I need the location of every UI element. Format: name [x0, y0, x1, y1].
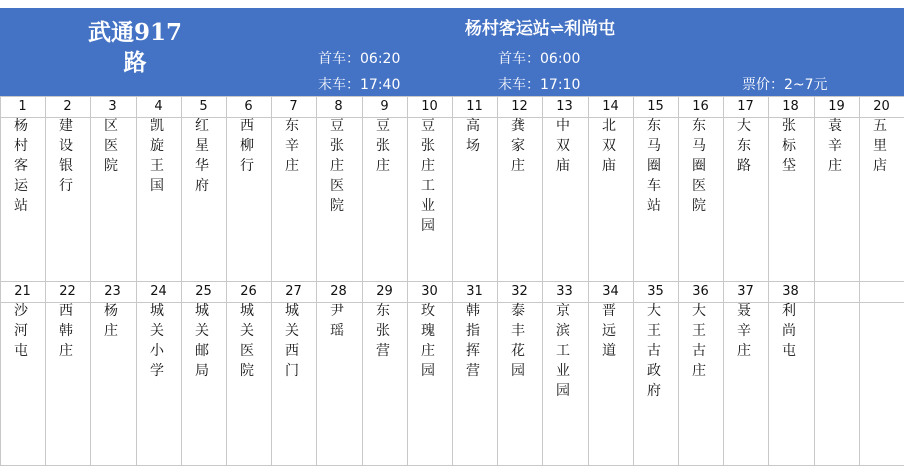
stop-cell [362, 98, 407, 176]
stop-number: 4 [154, 99, 163, 114]
stop-name: 龚家庄 [511, 118, 525, 174]
stop-name: 东马圈车站 [647, 118, 661, 214]
stop-name: 晋远道 [602, 303, 616, 359]
stop-name: 豆张庄工业园 [421, 118, 435, 234]
stop-name: 城关小学 [150, 303, 164, 379]
stop-name: 大王古政府 [647, 303, 661, 399]
spreadsheet-top-gridlines [0, 0, 904, 8]
stop-number: 24 [150, 284, 167, 299]
stop-cell [271, 98, 316, 176]
stop-number: 17 [737, 99, 754, 114]
stop-cell [452, 98, 497, 156]
stop-number: 13 [556, 99, 573, 114]
stop-number: 36 [692, 284, 709, 299]
stop-cell [407, 283, 452, 381]
grid-hline [0, 281, 904, 282]
stop-name: 张标垈 [782, 118, 796, 174]
stop-name: 东辛庄 [285, 118, 299, 174]
stop-name: 大王古庄 [692, 303, 706, 379]
stop-number: 9 [380, 99, 389, 114]
stop-number: 7 [289, 99, 298, 114]
stop-cell [542, 98, 587, 176]
stop-name: 五里店 [873, 118, 887, 174]
stop-cell [226, 283, 271, 381]
stop-name: 红星华府 [195, 118, 209, 194]
stop-number: 32 [511, 284, 528, 299]
stop-name: 西柳行 [240, 118, 254, 174]
stop-cell [181, 283, 226, 381]
stop-name: 韩指挥营 [466, 303, 480, 379]
stop-name: 大东路 [737, 118, 751, 174]
stop-cell [181, 98, 226, 196]
stop-name: 东马圈医院 [692, 118, 706, 214]
stop-name: 城关西门 [285, 303, 299, 379]
stop-number: 10 [421, 99, 438, 114]
stop-cell [90, 283, 135, 341]
stop-name: 区医院 [104, 118, 118, 174]
stop-number: 25 [195, 284, 212, 299]
route-header [0, 8, 904, 96]
stop-cell [723, 283, 768, 361]
stop-number: 27 [285, 284, 302, 299]
stop-name: 北双庙 [602, 118, 616, 174]
stop-name: 西韩庄 [59, 303, 73, 359]
stop-number: 26 [240, 284, 257, 299]
stop-cell [271, 283, 316, 381]
stop-number: 35 [647, 284, 664, 299]
stop-number: 29 [376, 284, 393, 299]
stop-name: 城关医院 [240, 303, 254, 379]
stop-cell [362, 283, 407, 361]
stop-cell [316, 98, 361, 216]
stop-name: 高场 [466, 118, 480, 154]
stop-number: 3 [108, 99, 117, 114]
stop-cell [90, 98, 135, 176]
stop-number: 33 [556, 284, 573, 299]
stop-name: 豆张庄 [376, 118, 390, 174]
stop-cell [226, 98, 271, 176]
stop-name: 凯旋王国 [150, 118, 164, 194]
stop-cell [678, 98, 723, 216]
stop-name: 中双庙 [556, 118, 570, 174]
stop-cell [136, 283, 181, 381]
stop-cell [497, 283, 542, 381]
stop-number: 20 [873, 99, 890, 114]
fare-label: 票价：2~7元 [742, 77, 828, 93]
stop-cell [814, 98, 859, 176]
stop-number: 22 [59, 284, 76, 299]
stop-name: 利尚屯 [782, 303, 796, 359]
stop-cell [316, 283, 361, 341]
stop-number: 34 [602, 284, 619, 299]
stop-number: 38 [782, 284, 799, 299]
stop-number: 5 [199, 99, 208, 114]
stop-number: 18 [782, 99, 799, 114]
stop-cell [45, 283, 90, 361]
stop-name: 聂辛庄 [737, 303, 751, 359]
stop-cell [136, 98, 181, 196]
stop-number: 19 [828, 99, 845, 114]
stop-number: 23 [104, 284, 121, 299]
stop-cell [452, 283, 497, 381]
stop-name: 建设银行 [59, 118, 73, 194]
stop-number: 11 [466, 99, 483, 114]
right-last-bus: 末车：17:10 [498, 77, 581, 93]
stop-name: 尹瑶 [330, 303, 344, 339]
stop-name: 东张营 [376, 303, 390, 359]
stop-number: 37 [737, 284, 754, 299]
stop-name: 京滨工业园 [556, 303, 570, 399]
stop-cell [588, 98, 633, 176]
stop-cell [542, 283, 587, 401]
stop-number: 8 [334, 99, 343, 114]
right-first-bus: 首车：06:00 [498, 51, 581, 67]
stop-cell [859, 98, 904, 176]
stop-cell [0, 283, 45, 361]
route-direction: 杨村客运站⇌利尚屯 [464, 19, 616, 39]
route-name-line1: 武通917 [87, 19, 182, 46]
stop-cell [588, 283, 633, 361]
stop-cell [678, 283, 723, 381]
stop-number: 21 [14, 284, 31, 299]
stop-cell [768, 98, 813, 176]
stops-table [0, 96, 904, 466]
stop-cell [497, 98, 542, 176]
stop-number: 6 [244, 99, 253, 114]
stop-number: 28 [330, 284, 347, 299]
stop-number: 12 [511, 99, 528, 114]
stop-cell [45, 98, 90, 196]
stop-name: 沙河屯 [14, 303, 28, 359]
stop-number: 16 [692, 99, 709, 114]
stop-number: 15 [647, 99, 664, 114]
stop-number: 30 [421, 284, 438, 299]
stop-number: 14 [602, 99, 619, 114]
stop-cell [723, 98, 768, 176]
route-name [70, 18, 200, 78]
stop-name: 杨庄 [104, 303, 118, 339]
stop-name: 豆张庄医院 [330, 118, 344, 214]
stop-name: 袁辛庄 [828, 118, 842, 174]
stop-name: 杨村客运站 [14, 118, 28, 214]
stop-cell [633, 283, 678, 401]
stop-number: 31 [466, 284, 483, 299]
stop-cell [633, 98, 678, 216]
stop-cell [768, 283, 813, 361]
left-last-bus: 末车：17:40 [318, 77, 401, 93]
route-name-line2: 路 [123, 49, 147, 76]
stop-cell [407, 98, 452, 236]
stop-name: 玫瑰庄园 [421, 303, 435, 379]
stop-number: 1 [18, 99, 27, 114]
stop-name: 泰丰花园 [511, 303, 525, 379]
grid-hline [0, 96, 904, 97]
stop-number: 2 [63, 99, 72, 114]
stop-cell [0, 98, 45, 216]
left-first-bus: 首车：06:20 [318, 51, 401, 67]
stop-name: 城关邮局 [195, 303, 209, 379]
